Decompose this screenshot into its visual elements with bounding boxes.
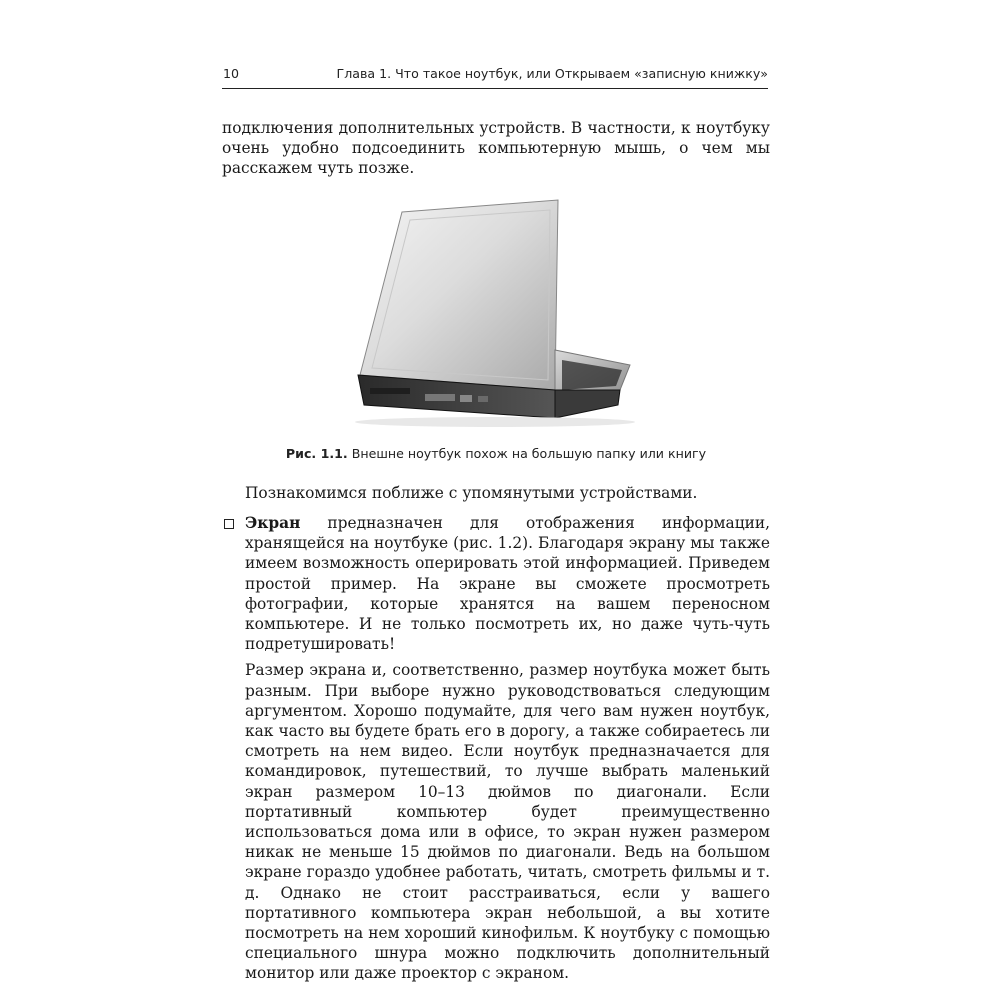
bullet-item bbox=[222, 513, 770, 984]
figure-caption-text: Внешне ноутбук похож на большую папку или книгу bbox=[347, 446, 707, 461]
chapter-title: Глава 1. Что такое ноутбук, или Открываем «записную книжку» bbox=[336, 66, 768, 81]
laptop-image bbox=[330, 190, 660, 430]
bullet-paragraph bbox=[245, 513, 770, 654]
page-number: 10 bbox=[223, 66, 240, 81]
running-header bbox=[222, 64, 768, 89]
figure-caption-label: Рис. 1.1. bbox=[285, 446, 348, 461]
bullet-paragraph-text: предназначен для отображения информации, хранящейся на ноутбуке (рис. 1.2). Благодаря экрану мы также имеем возможность оперировать этой информацией. Приведем простой пример. На экране вы сможете просмотреть фотографии, которые хранятся на вашем переносном компьютере. И не только посмотреть их, но даже чуть-чуть подретушировать! bbox=[245, 514, 770, 654]
lead-paragraph: Познакомимся поближе с упомянутыми устройствами. bbox=[245, 484, 698, 502]
figure-caption bbox=[222, 446, 770, 461]
intro-paragraph: подключения дополнительных устройств. В частности, к ноутбуку очень удобно подсоединить компьютерную мышь, о чем мы расскажем чуть позже. bbox=[222, 119, 770, 178]
checkbox-bullet-icon bbox=[224, 519, 234, 529]
bullet-term: Экран bbox=[245, 514, 301, 532]
bullet-paragraph-continued: Размер экрана и, соответственно, размер ноутбука может быть разным. При выборе нужно руководствоваться следующим аргументом. Хорошо подумайте, для чего вам нужен ноутбук, как часто вы будете брать его в дорогу, а также собираетесь ли смотреть на нем видео. Если ноутбук предназначается для командировок, путешествий, то лучше выбрать маленький экран размером 10–13 дюймов по диагонали. Если портативный компьютер будет преимущественно использоваться дома или в офисе, то экран нужен размером никак не меньше 15 дюймов по диагонали. Ведь на большом экране гораздо удобнее работать, читать, смотреть фильмы и т. д. Однако не стоит расстраиваться, если у вашего портативного компьютера экран небольшой, а вы хотите посмотреть на нем хороший кинофильм. К ноутбуку с помощью специального шнура можно подключить дополнительный монитор или даже проектор с экраном. bbox=[245, 661, 770, 983]
